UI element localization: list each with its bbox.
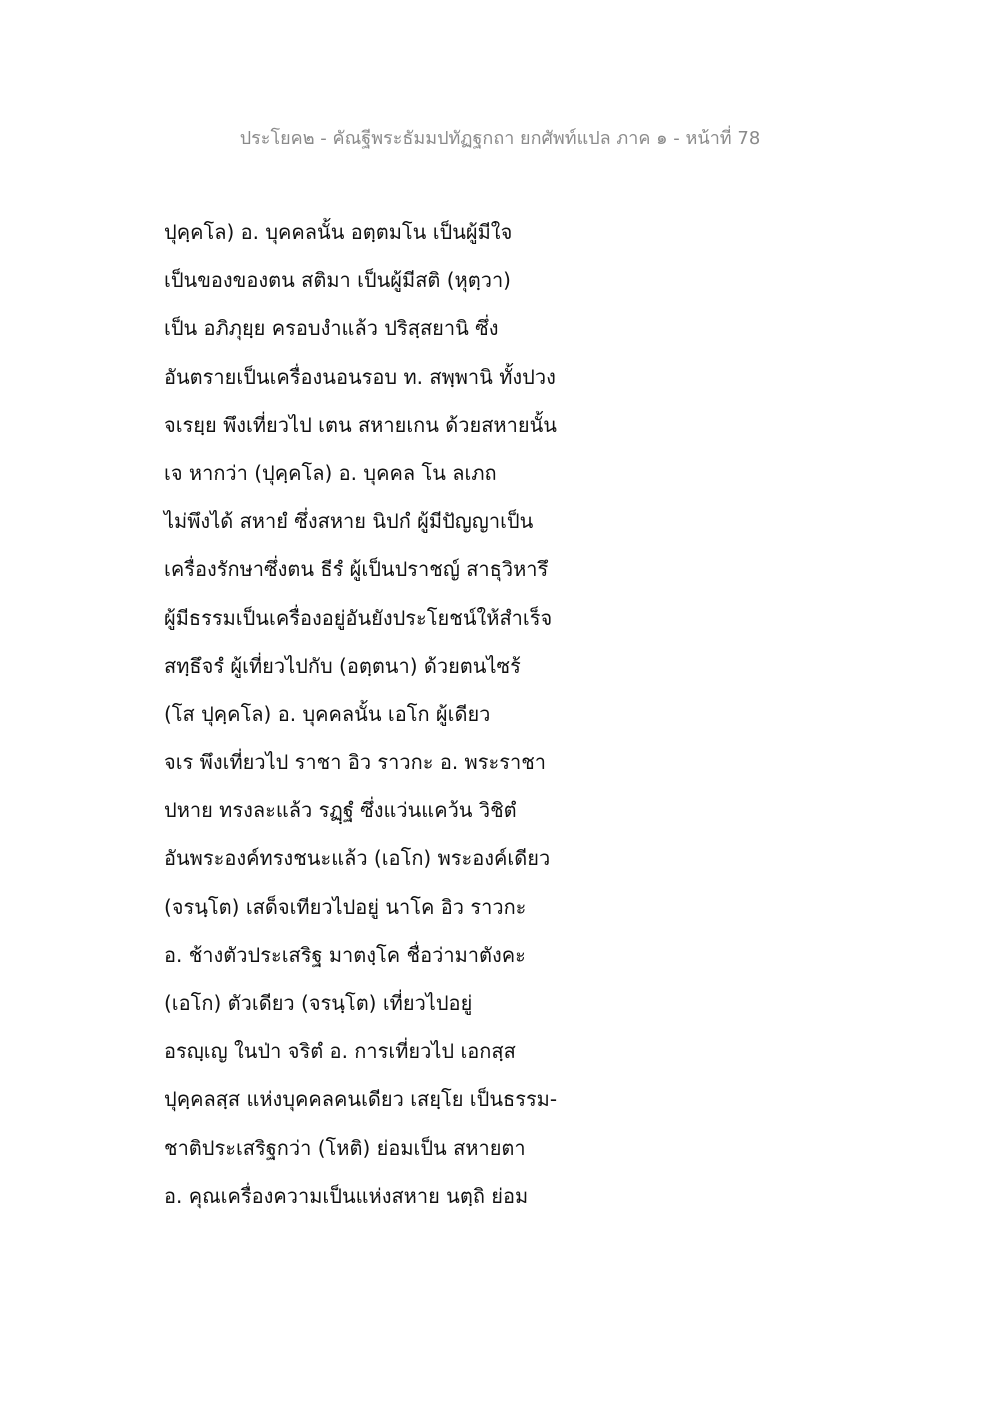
text-line-13: ปหาย ทรงละแล้ว รฏฺฐํ ซึ่งแว่นแคว้น วิชิตํ [164,798,517,823]
text-line-7: ไม่พึงได้ สหายํ ซึ่งสหาย นิปกํ ผู้มีปัญญาเป็น [164,509,534,534]
text-line-12: จเร พึงเที่ยวไป ราชา อิว ราวกะ อ. พระราชา [164,750,547,775]
text-line-16: อ. ช้างตัวประเสริฐ มาตงฺโค ชื่อว่ามาตังคะ [164,942,526,967]
text-line-21: อ. คุณเครื่องความเป็นแห่งสหาย นตฺถิ ย่อม [164,1183,529,1208]
text-line-3: เป็น อภิภุยฺย ครอบงำแล้ว ปริสฺสยานิ ซึ่ง [164,316,499,341]
text-line-10: สทฺธึจรํ ผู้เที่ยวไปกับ (อตฺตนา) ด้วยตนไซร้ [164,653,521,678]
text-line-9: ผู้มีธรรมเป็นเครื่องอยู่อันยังประโยชน์ให้สำเร็จ [164,605,553,630]
text-body [164,212,824,1224]
text-line-18: อรญฺเญ ในป่า จริตํ อ. การเที่ยวไป เอกสฺส [164,1039,516,1064]
text-line-4: อันตรายเป็นเครื่องนอนรอบ ท. สพฺพานิ ทั้งปวง [164,364,556,389]
text-line-11: (โส ปุคฺคโล) อ. บุคคลนั้น เอโก ผู้เดียว [164,701,491,726]
text-line-1: ปุคฺคโล) อ. บุคคลนั้น อตฺตมโน เป็นผู้มีใจ [164,220,513,244]
text-line-6: เจ หากว่า (ปุคฺคโล) อ. บุคคล โน ลเภถ [164,460,497,485]
text-line-19: ปุคฺคลสฺส แห่งบุคคลคนเดียว เสยฺโย เป็นธรรม- [164,1087,558,1112]
text-line-17: (เอโก) ตัวเดียว (จรนฺโต) เที่ยวไปอยู่ [164,991,473,1015]
text-line-2: เป็นของของตน สติมา เป็นผู้มีสติ (หุตฺวา) [164,268,511,293]
text-line-8: เครื่องรักษาซึ่งตน ธีรํ ผู้เป็นปราชญ์ สาธุวิหารึ [164,557,549,582]
text-line-14: อันพระองค์ทรงชนะแล้ว (เอโก) พระองค์เดียว [164,846,551,871]
page-header: ประโยค๒ - คัณฐีพระธัมมปทัฏฐกถา ยกศัพท์แปล ภาค ๑ - หน้าที่ 78 [239,128,761,149]
text-line-15: (จรนฺโต) เสด็จเทียวไปอยู่ นาโค อิว ราวกะ [164,894,527,919]
text-line-20: ชาติประเสริฐกว่า (โหติ) ย่อมเป็น สหายตา [164,1135,526,1160]
text-line-5: จเรยฺย พึงเที่ยวไป เตน สหายเกน ด้วยสหายนั้น [164,412,557,437]
